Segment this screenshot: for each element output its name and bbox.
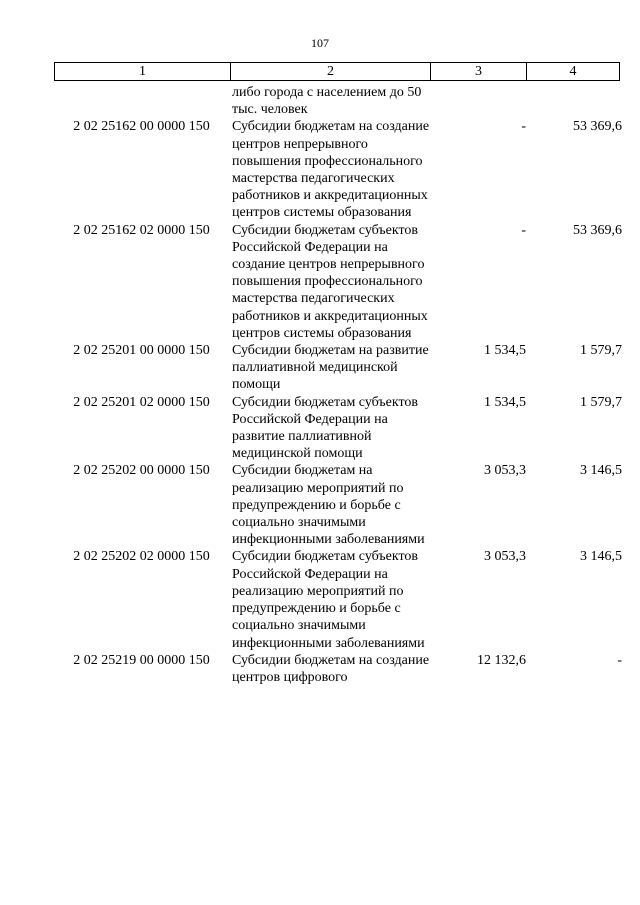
header-col-3: 3	[431, 63, 527, 81]
row-code: 2 02 25162 02 0000 150	[73, 222, 210, 238]
row-col3: -	[521, 119, 526, 135]
table-row	[54, 222, 625, 342]
row-col4: -	[617, 652, 622, 668]
row-code: 2 02 25162 00 0000 150	[73, 119, 210, 135]
row-col3: -	[521, 222, 526, 238]
row-col4: 53 369,6	[573, 222, 622, 238]
row-col4: 3 146,5	[580, 463, 622, 479]
row-name: Субсидии бюджетам на создание центров непрерывного повышения профессионального мастерства педагогических работников и аккредитационных центров системы образования	[232, 119, 430, 221]
row-col3: 1 534,5	[484, 343, 526, 359]
table-row	[54, 462, 625, 548]
table-row	[54, 548, 625, 651]
row-code: 2 02 25202 00 0000 150	[73, 463, 210, 479]
row-name: Субсидии бюджетам субъектов Российской Федерации на развитие паллиативной медицинской помощи	[232, 394, 419, 462]
budget-table	[54, 84, 625, 686]
row-name: Субсидии бюджетам на реализацию мероприятий по предупреждению и борьбе с социально значимыми инфекционными заболеваниями	[232, 463, 425, 548]
row-name: Субсидии бюджетам субъектов Российской Федерации на реализацию мероприятий по предупреждению и борьбе с социально значимыми инфекционными заболеваниями	[232, 549, 425, 651]
table-row	[54, 342, 625, 394]
table-row	[54, 652, 625, 686]
row-col3	[431, 84, 530, 118]
row-code: 2 02 25201 00 0000 150	[73, 343, 210, 359]
row-col3: 3 053,3	[484, 549, 526, 565]
header-col-2: 2	[231, 63, 431, 81]
row-col4	[530, 84, 625, 118]
row-col4: 1 579,7	[580, 343, 622, 359]
row-col3: 3 053,3	[484, 463, 526, 479]
row-col3: 1 534,5	[484, 394, 526, 410]
row-col3: 12 132,6	[477, 652, 526, 668]
row-name: либо города с населением до 50 тыс. человек	[232, 85, 422, 118]
row-col4: 53 369,6	[573, 119, 622, 135]
row-name: Субсидии бюджетам субъектов Российской Федерации на создание центров непрерывного повышения профессионального мастерства педагогических работников и аккредитационных центров системы образования	[232, 222, 428, 341]
row-col4: 1 579,7	[580, 394, 622, 410]
header-col-4: 4	[527, 63, 620, 81]
header-row	[55, 63, 620, 81]
row-col4: 3 146,5	[580, 549, 622, 565]
table-header	[54, 62, 620, 81]
row-code: 2 02 25201 02 0000 150	[73, 394, 210, 410]
row-name: Субсидии бюджетам на развитие паллиативной медицинской помощи	[232, 343, 429, 393]
table-row	[54, 394, 625, 463]
row-name: Субсидии бюджетам на создание центров цифрового	[232, 652, 430, 685]
table-row	[54, 84, 625, 118]
page-number: 107	[311, 36, 329, 50]
header-col-1: 1	[55, 63, 231, 81]
row-code	[54, 84, 229, 118]
row-code: 2 02 25219 00 0000 150	[73, 652, 210, 668]
table-row	[54, 118, 625, 221]
row-code: 2 02 25202 02 0000 150	[73, 549, 210, 565]
